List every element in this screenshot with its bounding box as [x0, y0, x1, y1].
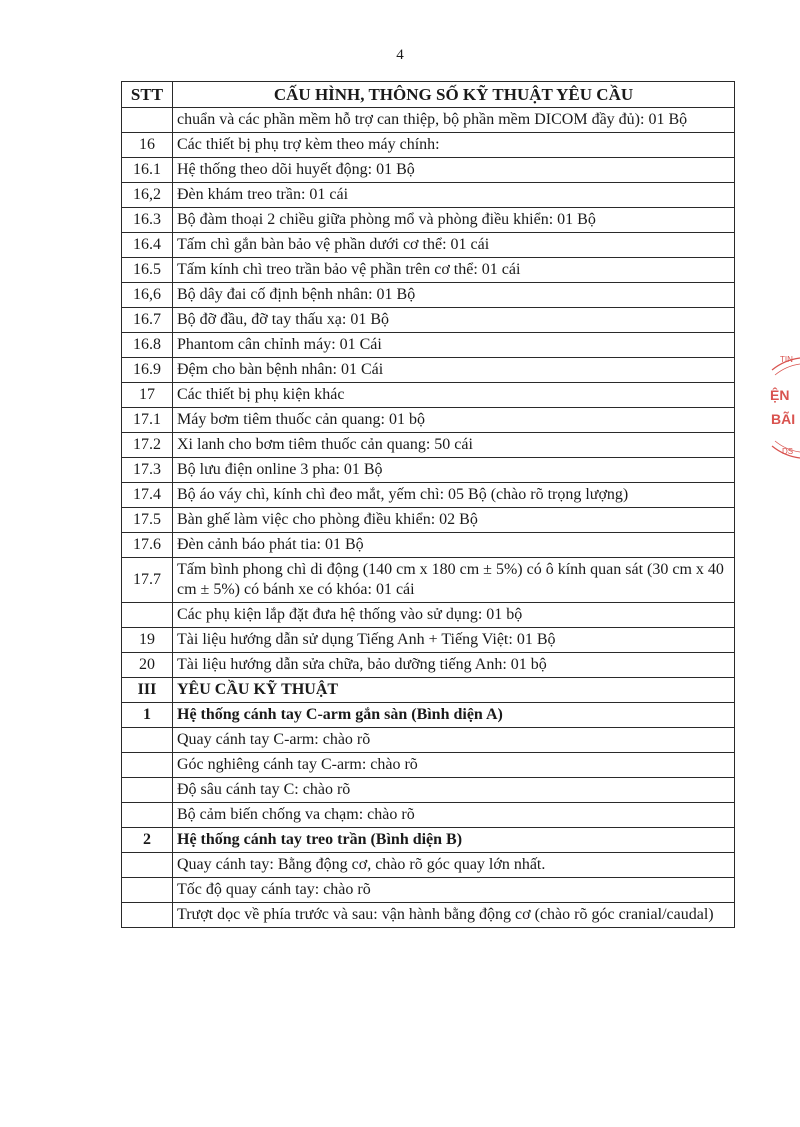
row-stt: [122, 753, 173, 778]
row-stt: 16,2: [122, 183, 173, 208]
table-row: [122, 778, 735, 803]
row-content: Tấm bình phong chì di động (140 cm x 180 cm ± 5%) có ô kính quan sát (30 cm x 40 cm ± 5%) có bánh xe có khóa: 01 cái: [173, 558, 735, 603]
row-content: Xi lanh cho bơm tiêm thuốc cản quang: 50 cái: [173, 433, 735, 458]
row-content: Bộ cảm biến chống va chạm: chào rõ: [173, 803, 735, 828]
table-row: [122, 603, 735, 628]
row-stt: 16,6: [122, 283, 173, 308]
page-number: 4: [396, 47, 404, 63]
row-content: Các thiết bị phụ trợ kèm theo máy chính:: [173, 133, 735, 158]
table-header-row: [122, 82, 735, 108]
row-stt: 17: [122, 383, 173, 408]
row-stt: [122, 853, 173, 878]
row-content: Bộ đỡ đầu, đỡ tay thấu xạ: 01 Bộ: [173, 308, 735, 333]
row-content: Đệm cho bàn bệnh nhân: 01 Cái: [173, 358, 735, 383]
row-stt: 16.3: [122, 208, 173, 233]
row-content: Tài liệu hướng dẫn sửa chữa, bảo dưỡng tiếng Anh: 01 bộ: [173, 653, 735, 678]
table-row: [122, 703, 735, 728]
row-stt: 2: [122, 828, 173, 853]
row-content: Các phụ kiện lắp đặt đưa hệ thống vào sử dụng: 01 bộ: [173, 603, 735, 628]
row-stt: 17.5: [122, 508, 173, 533]
row-content: Góc nghiêng cánh tay C-arm: chào rõ: [173, 753, 735, 778]
row-content: Phantom cân chỉnh máy: 01 Cái: [173, 333, 735, 358]
row-stt: 17.2: [122, 433, 173, 458]
table-row: [122, 533, 735, 558]
row-content: Các thiết bị phụ kiện khác: [173, 383, 735, 408]
row-stt: III: [122, 678, 173, 703]
table-row: [122, 878, 735, 903]
row-stt: 16.1: [122, 158, 173, 183]
row-content: Tài liệu hướng dẫn sử dụng Tiếng Anh + Tiếng Việt: 01 Bộ: [173, 628, 735, 653]
svg-text:DS: DS: [782, 447, 794, 456]
row-content: Máy bơm tiêm thuốc cản quang: 01 bộ: [173, 408, 735, 433]
svg-text:ỆN: ỆN: [770, 387, 790, 403]
spec-table: [121, 81, 735, 928]
table-row: [122, 133, 735, 158]
row-content: Hệ thống cánh tay C-arm gắn sàn (Bình diện A): [173, 703, 735, 728]
row-stt: [122, 803, 173, 828]
table-row: [122, 108, 735, 133]
row-stt: [122, 878, 173, 903]
row-content: chuẩn và các phần mềm hỗ trợ can thiệp, bộ phần mềm DICOM đầy đủ): 01 Bộ: [173, 108, 735, 133]
row-stt: 17.1: [122, 408, 173, 433]
table-row: [122, 283, 735, 308]
row-content: Hệ thống theo dõi huyết động: 01 Bộ: [173, 158, 735, 183]
table-row: [122, 333, 735, 358]
row-content: Độ sâu cánh tay C: chào rõ: [173, 778, 735, 803]
table-row: [122, 828, 735, 853]
row-stt: 16.7: [122, 308, 173, 333]
table-row: [122, 183, 735, 208]
row-content: Bàn ghế làm việc cho phòng điều khiển: 02 Bộ: [173, 508, 735, 533]
row-stt: 17.4: [122, 483, 173, 508]
row-stt: [122, 903, 173, 928]
row-stt: 16.8: [122, 333, 173, 358]
red-seal-stamp: [760, 328, 800, 478]
table-row: [122, 753, 735, 778]
row-stt: 17.3: [122, 458, 173, 483]
header-stt: STT: [122, 82, 173, 108]
row-stt: [122, 728, 173, 753]
table-row: [122, 458, 735, 483]
row-content: Bộ dây đai cố định bệnh nhân: 01 Bộ: [173, 283, 735, 308]
row-content: Bộ lưu điện online 3 pha: 01 Bộ: [173, 458, 735, 483]
table-row: [122, 728, 735, 753]
table-row: [122, 628, 735, 653]
row-content: Bộ đàm thoại 2 chiều giữa phòng mổ và phòng điều khiển: 01 Bộ: [173, 208, 735, 233]
row-content: Hệ thống cánh tay treo trần (Bình diện B): [173, 828, 735, 853]
table-row: [122, 853, 735, 878]
row-content: Quay cánh tay C-arm: chào rõ: [173, 728, 735, 753]
table-row: [122, 803, 735, 828]
row-stt: 16.9: [122, 358, 173, 383]
row-stt: 16.4: [122, 233, 173, 258]
table-row: [122, 483, 735, 508]
row-stt: 17.7: [122, 558, 173, 603]
row-stt: [122, 778, 173, 803]
row-content: YÊU CẦU KỸ THUẬT: [173, 678, 735, 703]
row-stt: 17.6: [122, 533, 173, 558]
table-row: [122, 258, 735, 283]
header-content: CẤU HÌNH, THÔNG SỐ KỸ THUẬT YÊU CẦU: [173, 82, 735, 108]
table-row: [122, 208, 735, 233]
table-row: [122, 158, 735, 183]
table-row: [122, 233, 735, 258]
table-row: [122, 508, 735, 533]
table-row: [122, 433, 735, 458]
table-row: [122, 408, 735, 433]
row-stt: [122, 603, 173, 628]
svg-text:TIN: TIN: [780, 355, 793, 364]
row-content: Tấm kính chì treo trần bảo vệ phần trên cơ thể: 01 cái: [173, 258, 735, 283]
table-body: [122, 108, 735, 928]
table-row: [122, 558, 735, 603]
row-stt: [122, 108, 173, 133]
table-row: [122, 308, 735, 333]
row-stt: 19: [122, 628, 173, 653]
row-stt: 1: [122, 703, 173, 728]
row-content: Tấm chì gắn bàn bảo vệ phần dưới cơ thể: 01 cái: [173, 233, 735, 258]
row-stt: 20: [122, 653, 173, 678]
row-content: Bộ áo váy chì, kính chì đeo mắt, yếm chì: 05 Bộ (chào rõ trọng lượng): [173, 483, 735, 508]
row-content: Quay cánh tay: Bằng động cơ, chào rõ góc quay lớn nhất.: [173, 853, 735, 878]
row-content: Tốc độ quay cánh tay: chào rõ: [173, 878, 735, 903]
table-row: [122, 383, 735, 408]
row-content: Đèn cảnh báo phát tia: 01 Bộ: [173, 533, 735, 558]
table-row: [122, 903, 735, 928]
row-content: Trượt dọc về phía trước và sau: vận hành bằng động cơ (chào rõ góc cranial/caudal): [173, 903, 735, 928]
row-stt: 16.5: [122, 258, 173, 283]
row-content: Đèn khám treo trần: 01 cái: [173, 183, 735, 208]
table-row: [122, 678, 735, 703]
row-stt: 16: [122, 133, 173, 158]
table-row: [122, 358, 735, 383]
svg-text:BÃI: BÃI: [771, 411, 796, 427]
table-row: [122, 653, 735, 678]
